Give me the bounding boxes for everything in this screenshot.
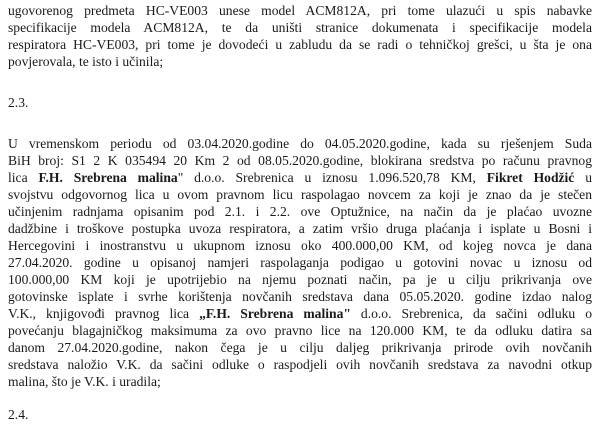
- text-line: učinjenim radnjama opisanim pod 2.1. i 2.2. ove Optužnice, na način da je plaćao uvozne: [8, 204, 592, 219]
- section-heading: 2.3.: [8, 95, 29, 110]
- text-line: V.K., knjigovođi pravnog lica „F.H. Srebrena malina" d.o.o. Srebrenica, da sačini odluku o: [8, 306, 592, 321]
- text-line: povećanju blagajničkog maksimuma za ovo pravno lice na 120.000 KM, te da odluku datira sa: [8, 323, 592, 338]
- person-name: Fikret Hodžić: [486, 170, 575, 185]
- text-line: specifikacije modela ACM812A, te da uništi stranice dokumenata i specifikacije modela: [8, 20, 592, 35]
- company-name: „F.H. Srebrena malina": [199, 306, 351, 321]
- text-line: lica F.H. Srebrena malina" d.o.o. Srebrenica u iznosu 1.096.520,78 KM, Fikret Hodžić u: [8, 170, 592, 185]
- company-name: F.H. Srebrena malina: [38, 170, 178, 185]
- text-line: svojstvu odgovornog lica u ovom pravnom licu raspolagao novcem za koji je znao da je stečen: [8, 187, 592, 202]
- text-line: BiH broj: S1 2 K 035494 20 Km 2 od 08.05.2020.godine, blokirana sredstva po računu pravnog: [8, 153, 592, 168]
- text-line: U vremenskom periodu od 03.04.2020.godine do 04.05.2020.godine, kada su rješenjem Suda: [8, 136, 592, 151]
- text-line: 27.04.2020. godine u opisanoj namjeri raspolaganja podigao u gotovini novac u iznosu od: [8, 255, 592, 270]
- text-line: Hercegovini i inostranstvu u ukupnom iznosu oko 400.000,00 KM, od kojeg novca je dana: [8, 238, 592, 253]
- text-line: dadžbine i troškove postupka uvoza respiratora, a zatim vršio druga plaćanja i isplate u Bosni i: [8, 221, 592, 236]
- text-line: povjerovala, te isto i učinila;: [8, 54, 164, 69]
- text-line: malina, što je V.K. i uradila;: [8, 374, 161, 389]
- text-line: 100.000,00 KM koji je upotrijebio na njemu poznati način, pa je u cilju prikrivanja ove: [8, 272, 592, 287]
- section-heading: 2.4.: [8, 407, 29, 422]
- text-line: gotovinske isplate i svrhe korištenja novčanih sredstava dana 05.05.2020. godine izdao nalog: [8, 289, 592, 304]
- text-line: respiratora HC-VE003, pri tome je dovodeći u zabludu da se radi o tehničkoj grešci, u šta je ona: [8, 37, 592, 52]
- text-line: ugovorenog predmeta HC-VE003 unese model ACM812A, pri tome ulazući u spis nabavke: [8, 3, 592, 18]
- text-line: sredstava naložio V.K. da sačini odluke o raspodjeli ovih novčanih sredstava za navodni otkup: [8, 357, 592, 372]
- text-line: danom 27.04.2020.godine, nakon čega je u cilju daljeg prikrivanja prirode ovih novčanih: [8, 340, 592, 355]
